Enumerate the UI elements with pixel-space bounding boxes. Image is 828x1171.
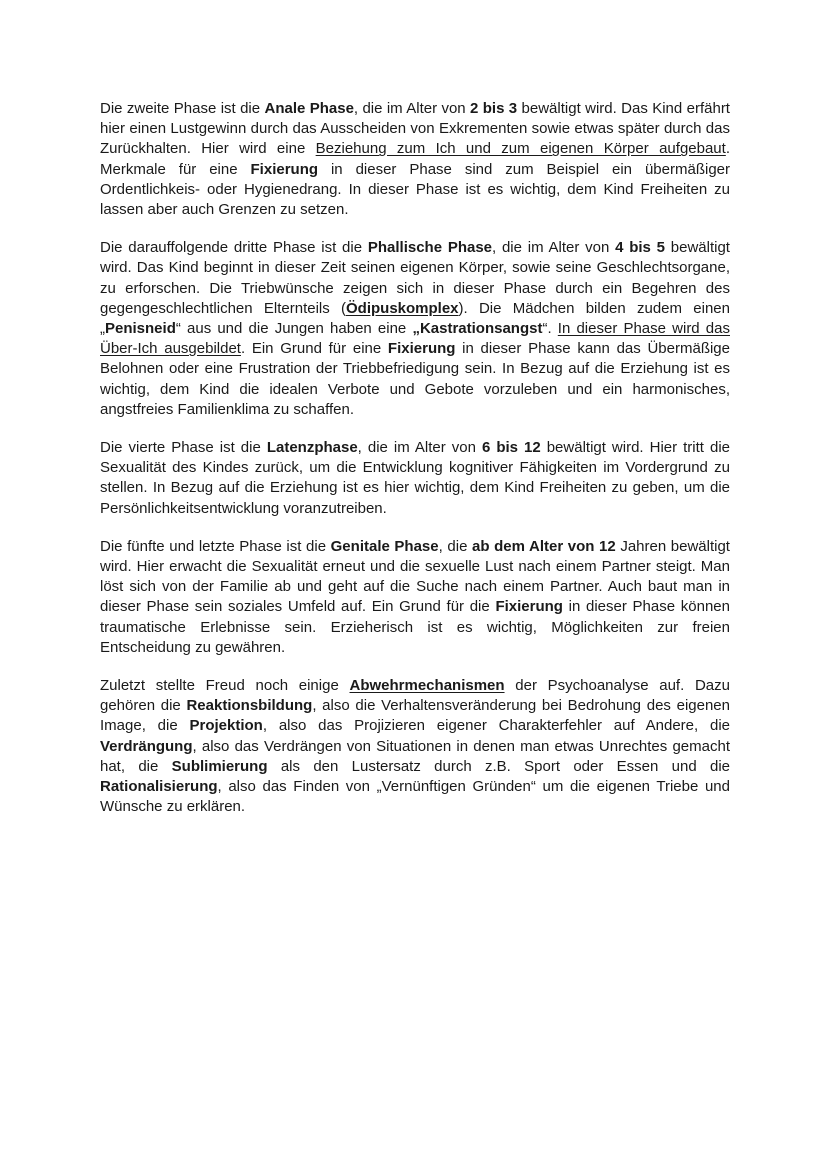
text-run: “ aus und die Jungen haben eine bbox=[175, 320, 413, 338]
text-run: . Merkmale für eine bbox=[100, 140, 730, 178]
text-run: , also die Verhaltensveränderung bei Bedrohung des eigenen Image, die bbox=[100, 697, 730, 735]
bold-term: Penisneid bbox=[105, 320, 176, 338]
text-run: als den Lustersatz durch z.B. Sport oder Essen und die bbox=[267, 757, 731, 775]
bold-term: Rationalisierung bbox=[100, 778, 218, 796]
bold-term: Phallische Phase bbox=[367, 239, 493, 257]
text-run: der Psychoanalyse auf. Dazu gehören die bbox=[100, 677, 730, 715]
paragraph-latenzphase bbox=[100, 438, 730, 519]
bold-term: 4 bis 5 bbox=[615, 239, 665, 257]
bold-term: Anale Phase bbox=[264, 100, 354, 117]
bold-term: Reaktionsbildung bbox=[186, 697, 313, 715]
text-run: Die fünfte und letzte Phase ist die bbox=[100, 537, 331, 555]
text-run: Zuletzt stellte Freud noch einige bbox=[100, 677, 350, 695]
text-run: Die darauffolgende dritte Phase ist die bbox=[100, 239, 368, 257]
text-run: ). Die Mädchen bilden zudem einen „ bbox=[100, 299, 730, 338]
bold-term: Ödipuskomplex bbox=[346, 299, 459, 317]
text-run: . Ein Grund für eine bbox=[240, 340, 388, 358]
bold-term: 6 bis 12 bbox=[481, 439, 541, 457]
paragraph-anale-phase bbox=[100, 99, 730, 220]
text-run: bewältigt wird. Das Kind erfährt hier einen Lustgewinn durch das Ausscheiden von Exkrementen sowie etwas später durch das Zurückhalten. Hier wird eine bbox=[100, 100, 730, 158]
bold-term: 2 bis 3 bbox=[470, 100, 518, 117]
text-run: , die im Alter von bbox=[357, 439, 482, 457]
text-run: , also das Finden von „Vernünftigen Gründen“ um die eigenen Triebe und Wünsche zu erklären. bbox=[100, 778, 730, 816]
text-run: “. bbox=[542, 320, 558, 338]
text-run: Die zweite Phase ist die bbox=[100, 100, 265, 117]
text-run: , also das Projizieren eigener Charakterfehler auf Andere, die bbox=[262, 717, 730, 735]
paragraph-abwehrmechanismen bbox=[100, 676, 730, 817]
bold-term: ab dem Alter von 12 bbox=[472, 537, 616, 555]
bold-term: Verdrängung bbox=[100, 737, 193, 755]
text-run: , also das Verdrängen von Situationen in denen man etwas Unrechtes gemacht hat, die bbox=[100, 737, 730, 775]
text-run: bewältigt wird. Das Kind beginnt in dieser Zeit seinen eigenen Körper, sowie seine Geschlechtsorgane, zu erforschen. Die Triebwünsche zeigen sich in dieser Phase durch ein Begehren des gegengeschlechtlichen Elternteils ( bbox=[100, 239, 730, 317]
text-run: in dieser Phase kann das Übermäßige Belohnen oder eine Frustration der Triebbefriedigung sein. In Bezug auf die Erziehung ist es wichtig, dem Kind die idealen Verbote und Gebote vorzuleben und ein harmonisches, angstfreies Familienklima zu schaffen. bbox=[100, 340, 730, 418]
bold-term: Latenzphase bbox=[266, 439, 358, 457]
text-run: Jahren bewältigt wird. Hier erwacht die Sexualität erneut und die sexuelle Lust nach einem Partner steigt. Man löst sich von der Familie ab und geht auf die Suche nach einem Partner. Auch baut man in dieser Phase sein soziales Umfeld auf. Ein Grund für die bbox=[100, 537, 730, 616]
bold-term: Sublimierung bbox=[171, 757, 268, 775]
underlined-text: In dieser Phase wird das Über-Ich ausgebildet bbox=[100, 320, 730, 358]
text-run: in dieser Phase können traumatische Erlebnisse sein. Erzieherisch ist es wichtig, Möglichkeiten zur freien Entscheidung zu gewähren. bbox=[100, 598, 730, 656]
bold-term: Fixierung bbox=[495, 598, 563, 616]
text-run: in dieser Phase sind zum Beispiel ein übermäßiger Ordentlichkeis- oder Hygienedrang. In dieser Phase ist es wichtig, dem Kind Freiheiten zu lassen aber auch Grenzen zu setzen. bbox=[100, 160, 730, 219]
paragraph-phallische-phase bbox=[100, 238, 730, 420]
text-run: , die bbox=[438, 537, 473, 555]
paragraph-genitale-phase bbox=[100, 537, 730, 658]
underlined-text: Beziehung zum Ich und zum eigenen Körper aufgebaut bbox=[315, 140, 726, 158]
document-page bbox=[100, 99, 730, 836]
bold-term: Fixierung bbox=[250, 160, 319, 178]
bold-term: „Kastrationsangst bbox=[412, 320, 543, 338]
text-run: , die im Alter von bbox=[492, 239, 616, 257]
bold-term: Projektion bbox=[189, 717, 263, 735]
bold-term: Abwehrmechanismen bbox=[349, 677, 505, 695]
bold-term: Fixierung bbox=[387, 340, 456, 358]
bold-term: Genitale Phase bbox=[330, 537, 439, 555]
text-run: Die vierte Phase ist die bbox=[100, 439, 267, 457]
text-run: , die im Alter von bbox=[353, 100, 471, 117]
text-run: bewältigt wird. Hier tritt die Sexualität des Kindes zurück, um die Entwicklung kognitiver Fähigkeiten im Vordergrund zu stellen. In Bezug auf die Erziehung ist es hier wichtig, dem Kind Freiheiten zu geben, um die Persönlichkeitsentwicklung voranzutreiben. bbox=[100, 439, 730, 517]
